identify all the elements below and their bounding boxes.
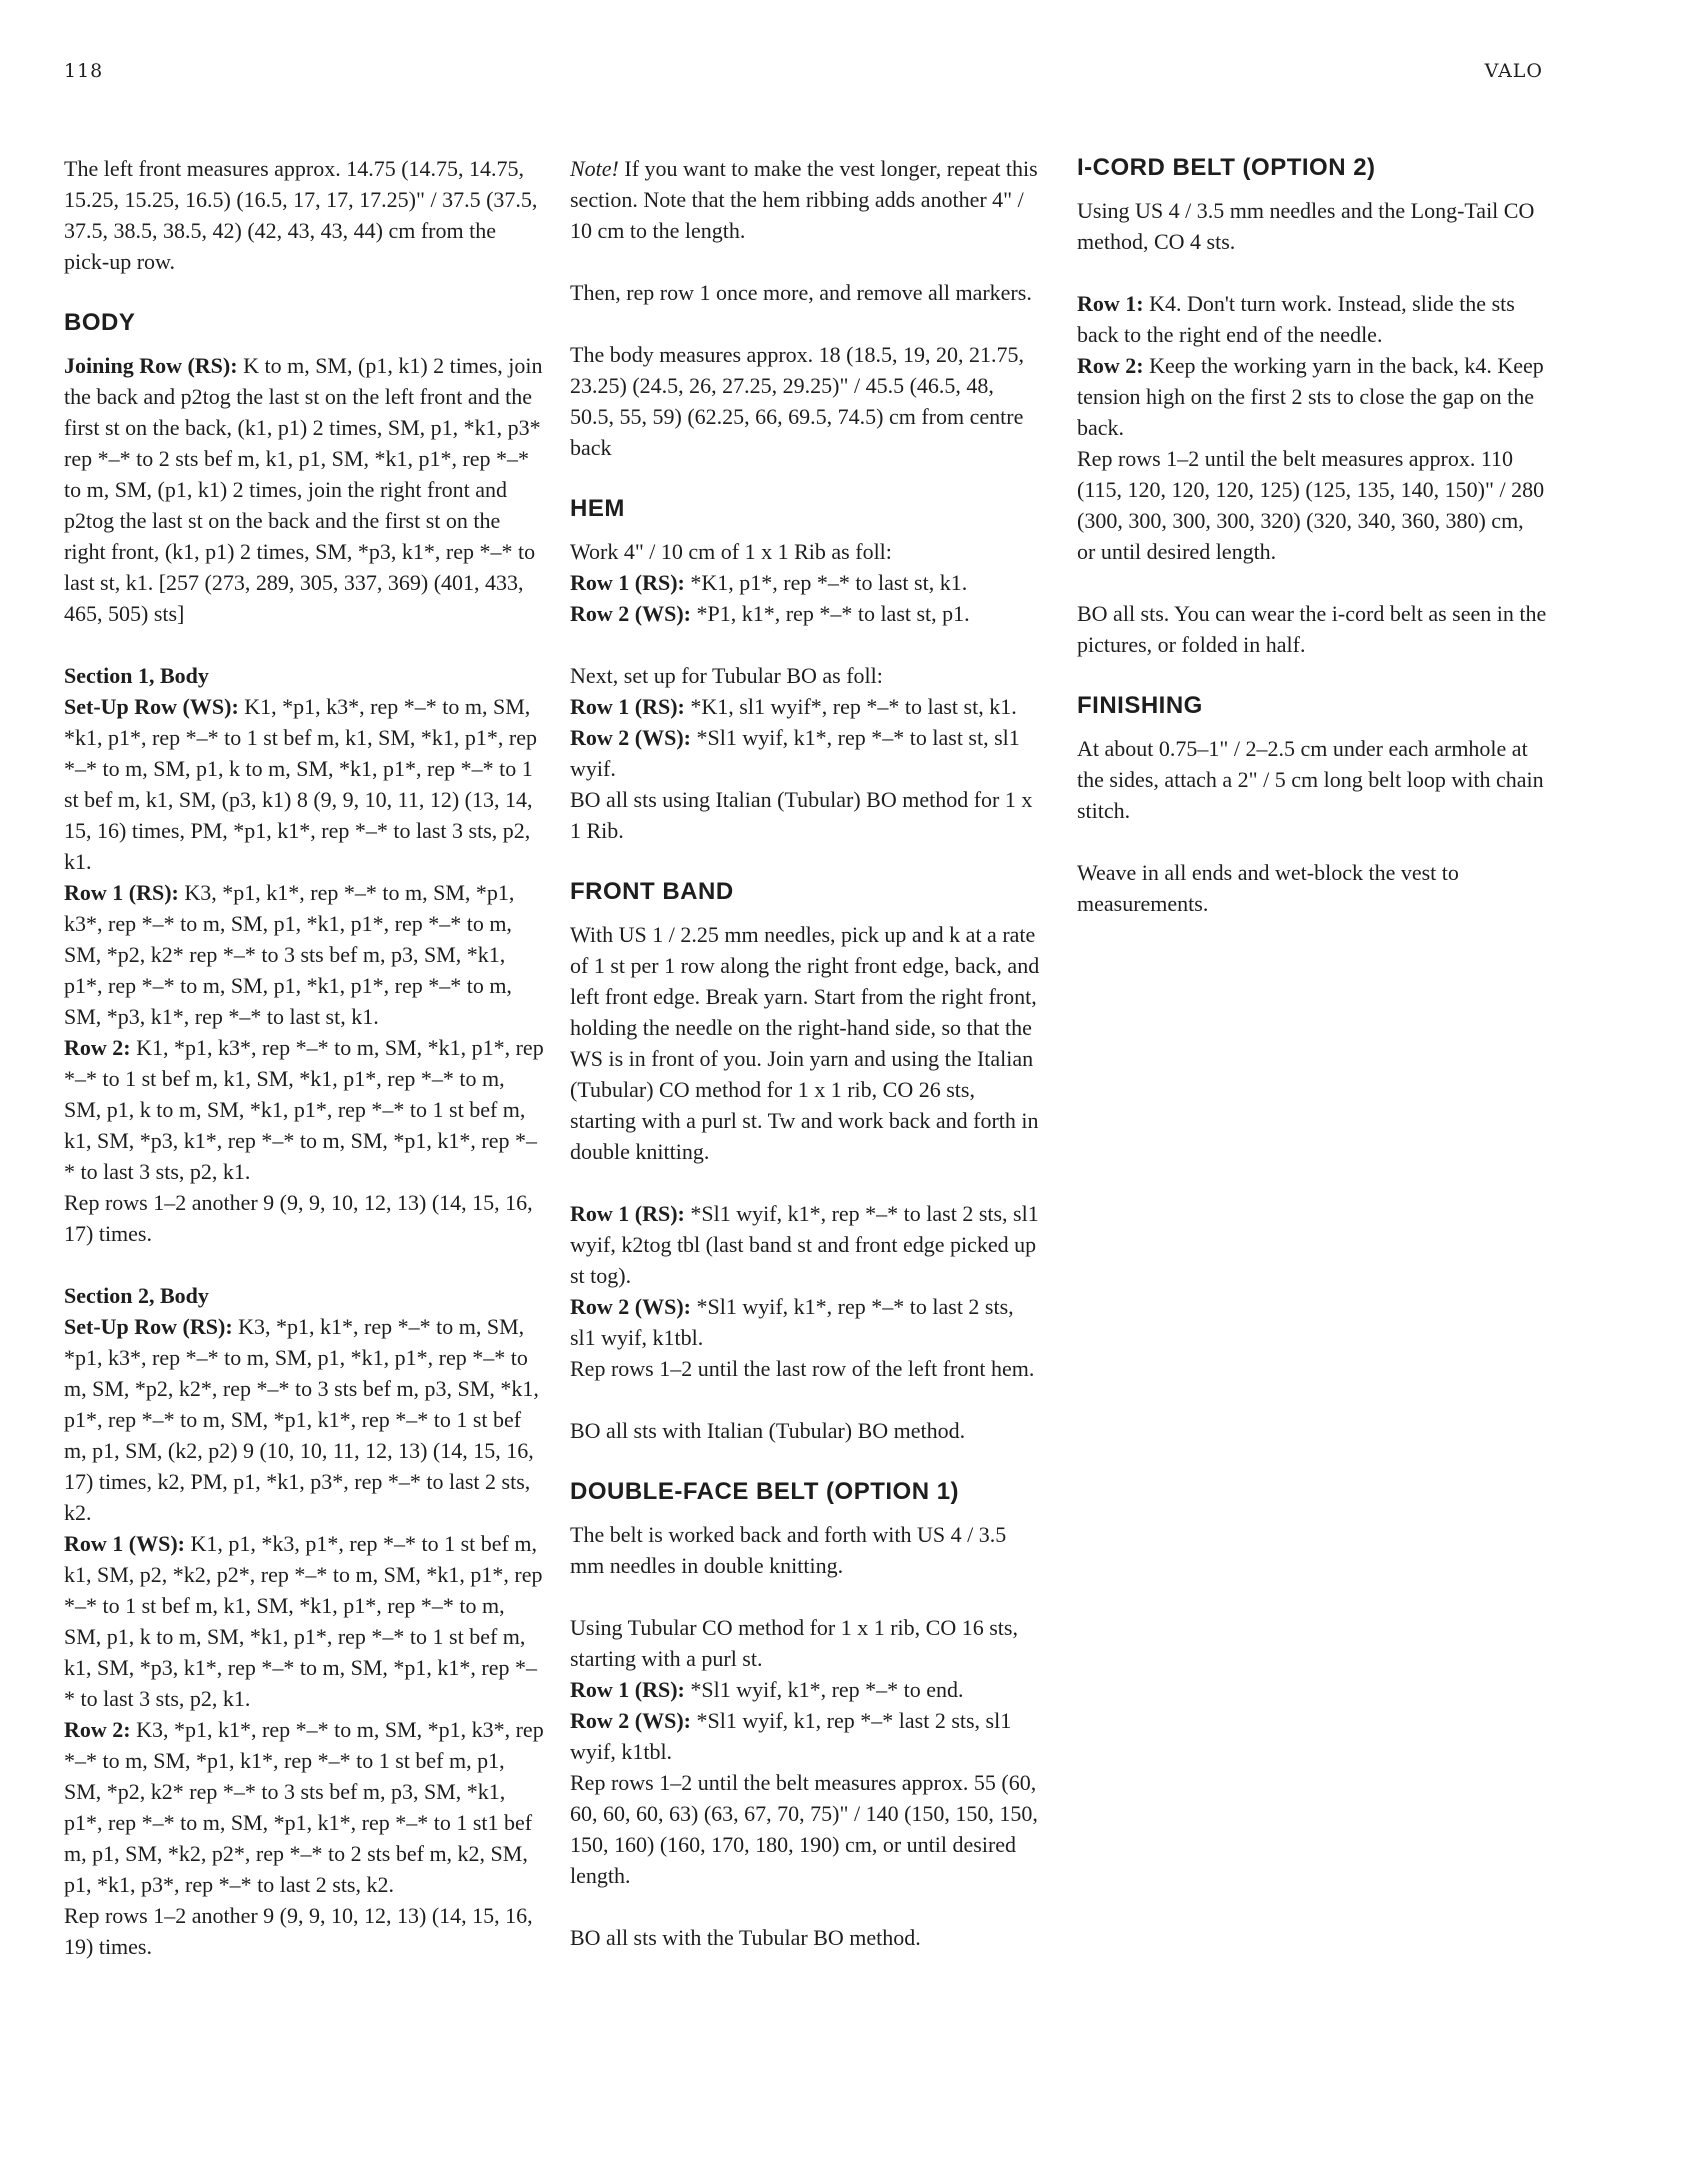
s2-row1-text: K1, p1, *k3, p1*, rep *–* to 1 st bef m, k1, SM, p2, *k2, p2*, rep *–* to m, SM, *k1, p1*, rep *–* to 1 st bef m, k1, SM, *k1, p1*, rep *–* to m, SM, p1, k to m, SM, *k1, p1*, rep *–* to 1 st bef m, k1, SM, *p3, k1*, rep *–* to m, SM, *p1, k1*, rep *–* to last 3 sts, p2, k1.	[64, 1531, 543, 1711]
column-1	[64, 153, 544, 1993]
body-measures: The body measures approx. 18 (18.5, 19, 20, 21.75, 23.25) (24.5, 26, 27.25, 29.25)" / 45.5 (46.5, 48, 50.5, 55, 59) (62.25, 66, 69.5, 74.5) cm from centre back	[570, 342, 1024, 460]
front-band-row2-label: Row 2 (WS):	[570, 1294, 691, 1319]
belt2-row2	[1077, 350, 1547, 443]
s2-row1	[64, 1528, 544, 1714]
finishing-heading: FINISHING	[1077, 692, 1203, 719]
belt2-bo: BO all sts. You can wear the i-cord belt as seen in the pictures, or folded in half.	[1077, 601, 1547, 657]
joining-row-text: K to m, SM, (p1, k1) 2 times, join the back and p2tog the last st on the left front and the first st on the back, (k1, p1) 2 times, SM, p1, *k1, p3* rep *–* to 2 sts bef m, k1, p1, SM, *k1, p1*, rep *–* to m, SM, (p1, k1) 2 times, join the right front and p2tog the last st on the back and the first st on the right front, (k1, p1) 2 times, SM, *p3, k1*, rep *–* to last st, k1. [257 (273, 289, 305, 337, 369) (401, 433, 465, 505) sts]	[64, 353, 543, 626]
hem-row2-label: Row 2 (WS):	[570, 601, 691, 626]
s2-setup-text: K3, *p1, k1*, rep *–* to m, SM, *p1, k3*, rep *–* to m, SM, p1, *k1, p1*, rep *–* to m, SM, *p2, k2*, rep *–* to 3 sts bef m, p3, SM, *k1, p1*, rep *–* to m, SM, *p1, k1*, rep *–* to 1 st bef m, p1, SM, (k2, p2) 9 (10, 10, 11, 12, 13) (14, 15, 16, 17) times, k2, PM, p1, *k1, p3*, rep *–* to last 2 sts, k2.	[64, 1314, 539, 1525]
belt1-co: Using Tubular CO method for 1 x 1 rib, CO 16 sts, starting with a purl st.	[570, 1615, 1018, 1671]
s2-row2-label: Row 2:	[64, 1717, 131, 1742]
hem-heading: HEM	[570, 495, 625, 522]
note-label: Note!	[570, 156, 619, 181]
s2-repeat: Rep rows 1–2 another 9 (9, 9, 10, 12, 13) (14, 15, 16, 19) times.	[64, 1903, 533, 1959]
s2-row1-label: Row 1 (WS):	[64, 1531, 185, 1556]
belt1-row1	[570, 1674, 1040, 1705]
s2-row2	[64, 1714, 544, 1900]
front-band-text: With US 1 / 2.25 mm needles, pick up and k at a rate of 1 st per 1 row along the right front edge, back, and left front edge. Break yarn. Start from the right front, holding the needle on the right-hand side, so that the WS is in front of you. Join yarn and using the Italian (Tubular) CO method for 1 x 1 rib, CO 26 sts, starting with a purl st. Tw and work back and forth in double knitting.	[570, 922, 1040, 1164]
joining-row	[64, 350, 544, 629]
tubular-row2	[570, 722, 1040, 784]
front-band-row1-text: *Sl1 wyif, k1*, rep *–* to last 2 sts, sl1 wyif, k2tog tbl (last band st and front edge picked up st tog).	[570, 1201, 1039, 1288]
s2-row2-text: K3, *p1, k1*, rep *–* to m, SM, *p1, k3*, rep *–* to m, SM, *p1, k1*, rep *–* to 1 st bef m, p1, SM, *p2, k2* rep *–* to 3 sts bef m, p3, SM, *k1, p1*, rep *–* to m, SM, *p1, k1*, rep *–* to 1 st1 bef m, p1, SM, *k2, p2*, rep *–* to 2 sts bef m, k2, SM, p1, *k1, p3*, rep *–* to last 2 sts, k2.	[64, 1717, 544, 1897]
s1-row1-text: K3, *p1, k1*, rep *–* to m, SM, *p1, k3*, rep *–* to m, SM, p1, *k1, p1*, rep *–* to m, SM, *p2, k2* rep *–* to 3 sts bef m, p3, SM, *k1, p1*, rep *–* to m, SM, p1, *k1, p1*, rep *–* to m, SM, *p3, k1*, rep *–* to last st, k1.	[64, 880, 515, 1029]
then-instruction: Then, rep row 1 once more, and remove all markers.	[570, 280, 1032, 305]
s1-setup-row	[64, 691, 544, 877]
belt1-row2	[570, 1705, 1040, 1767]
belt2-row2-text: Keep the working yarn in the back, k4. Keep tension high on the first 2 sts to close the gap on the back.	[1077, 353, 1544, 440]
finishing-text-1: At about 0.75–1" / 2–2.5 cm under each armhole at the sides, attach a 2" / 5 cm long belt loop with chain stitch.	[1077, 736, 1544, 823]
note-text: If you want to make the vest longer, repeat this section. Note that the hem ribbing adds another 4" / 10 cm to the length.	[570, 156, 1038, 243]
s1-row1-label: Row 1 (RS):	[64, 880, 179, 905]
belt2-row1	[1077, 288, 1547, 350]
belt1-row2-label: Row 2 (WS):	[570, 1708, 691, 1733]
tubular-row2-text: *Sl1 wyif, k1*, rep *–* to last st, sl1 wyif.	[570, 725, 1020, 781]
belt1-repeat: Rep rows 1–2 until the belt measures approx. 55 (60, 60, 60, 60, 63) (63, 67, 70, 75)" / 140 (150, 150, 150, 150, 160) (160, 170, 180, 190) cm, or until desired length.	[570, 1770, 1038, 1888]
front-band-bo: BO all sts with Italian (Tubular) BO method.	[570, 1418, 966, 1443]
belt2-row1-label: Row 1:	[1077, 291, 1144, 316]
hem-row2-text: *P1, k1*, rep *–* to last st, p1.	[691, 601, 970, 626]
s1-row1	[64, 877, 544, 1032]
hem-row2	[570, 598, 1040, 629]
note	[570, 153, 1040, 246]
tubular-row1-label: Row 1 (RS):	[570, 694, 685, 719]
hem-row1-text: *K1, p1*, rep *–* to last st, k1.	[684, 570, 968, 595]
tubular-row2-label: Row 2 (WS):	[570, 725, 691, 750]
front-band-row2-text: *Sl1 wyif, k1*, rep *–* to last 2 sts, sl1 wyif, k1tbl.	[570, 1294, 1014, 1350]
s1-row2-text: K1, *p1, k3*, rep *–* to m, SM, *k1, p1*, rep *–* to 1 st bef m, k1, SM, *k1, p1*, rep *–* to m, SM, p1, k to m, SM, *k1, p1*, rep *–* to 1 st bef m, k1, SM, *p3, k1*, rep *–* to m, SM, *p1, k1*, rep *–* to last 3 sts, p2, k1.	[64, 1035, 544, 1184]
belt2-repeat: Rep rows 1–2 until the belt measures approx. 110 (115, 120, 120, 120, 125) (125, 135, 140, 150)" / 280 (300, 300, 300, 300, 320) (320, 340, 360, 380) cm, or until desired length.	[1077, 446, 1545, 564]
front-band-repeat: Rep rows 1–2 until the last row of the left front hem.	[570, 1356, 1035, 1381]
body-heading: BODY	[64, 309, 136, 336]
s2-setup-row	[64, 1311, 544, 1528]
hem-row1-label: Row 1 (RS):	[570, 570, 685, 595]
belt2-row1-text: K4. Don't turn work. Instead, slide the sts back to the right end of the needle.	[1077, 291, 1515, 347]
s2-setup-label: Set-Up Row (RS):	[64, 1314, 233, 1339]
front-band-row1-label: Row 1 (RS):	[570, 1201, 685, 1226]
hem-row1	[570, 567, 1040, 598]
belt1-row1-text: *Sl1 wyif, k1*, rep *–* to end.	[684, 1677, 964, 1702]
belt1-row1-label: Row 1 (RS):	[570, 1677, 685, 1702]
front-band-heading: FRONT BAND	[570, 878, 734, 905]
tubular-bo: BO all sts using Italian (Tubular) BO method for 1 x 1 Rib.	[570, 787, 1033, 843]
s1-row2	[64, 1032, 544, 1187]
finishing-text-2: Weave in all ends and wet-block the vest to measurements.	[1077, 860, 1459, 916]
s1-setup-label: Set-Up Row (WS):	[64, 694, 239, 719]
belt2-heading: I-CORD BELT (OPTION 2)	[1077, 154, 1376, 181]
column-3	[1077, 153, 1547, 950]
section1-heading: Section 1, Body	[64, 663, 209, 688]
tubular-row1	[570, 691, 1040, 722]
section2-heading: Section 2, Body	[64, 1283, 209, 1308]
joining-row-label: Joining Row (RS):	[64, 353, 238, 378]
tubular-intro: Next, set up for Tubular BO as foll:	[570, 663, 883, 688]
hem-intro: Work 4" / 10 cm of 1 x 1 Rib as foll:	[570, 539, 892, 564]
page-number: 118	[64, 60, 104, 82]
front-band-row2	[570, 1291, 1040, 1353]
left-front-measure: The left front measures approx. 14.75 (14.75, 14.75, 15.25, 15.25, 16.5) (16.5, 17, 17, 17.25)" / 37.5 (37.5, 37.5, 38.5, 38.5, 42) (42, 43, 43, 44) cm from the pick-up row.	[64, 156, 538, 274]
belt1-intro: The belt is worked back and forth with US 4 / 3.5 mm needles in double knitting.	[570, 1522, 1007, 1578]
running-head: VALO	[1484, 60, 1543, 82]
belt1-bo: BO all sts with the Tubular BO method.	[570, 1925, 921, 1950]
belt1-heading: DOUBLE-FACE BELT (OPTION 1)	[570, 1478, 960, 1505]
front-band-row1	[570, 1198, 1040, 1291]
s1-setup-text: K1, *p1, k3*, rep *–* to m, SM, *k1, p1*, rep *–* to 1 st bef m, k1, SM, *k1, p1*, rep *–* to m, SM, p1, k to m, SM, *k1, p1*, rep *–* to 1 st bef m, k1, SM, (p3, k1) 8 (9, 9, 10, 11, 12) (13, 14, 15, 16) times, PM, *p1, k1*, rep *–* to last 3 sts, p2, k1.	[64, 694, 537, 874]
tubular-row1-text: *K1, sl1 wyif*, rep *–* to last st, k1.	[684, 694, 1017, 719]
belt1-row2-text: *Sl1 wyif, k1, rep *–* last 2 sts, sl1 wyif, k1tbl.	[570, 1708, 1012, 1764]
s1-repeat: Rep rows 1–2 another 9 (9, 9, 10, 12, 13) (14, 15, 16, 17) times.	[64, 1190, 533, 1246]
column-2	[570, 153, 1040, 1984]
s1-row2-label: Row 2:	[64, 1035, 131, 1060]
belt2-row2-label: Row 2:	[1077, 353, 1144, 378]
belt2-intro: Using US 4 / 3.5 mm needles and the Long-Tail CO method, CO 4 sts.	[1077, 198, 1535, 254]
